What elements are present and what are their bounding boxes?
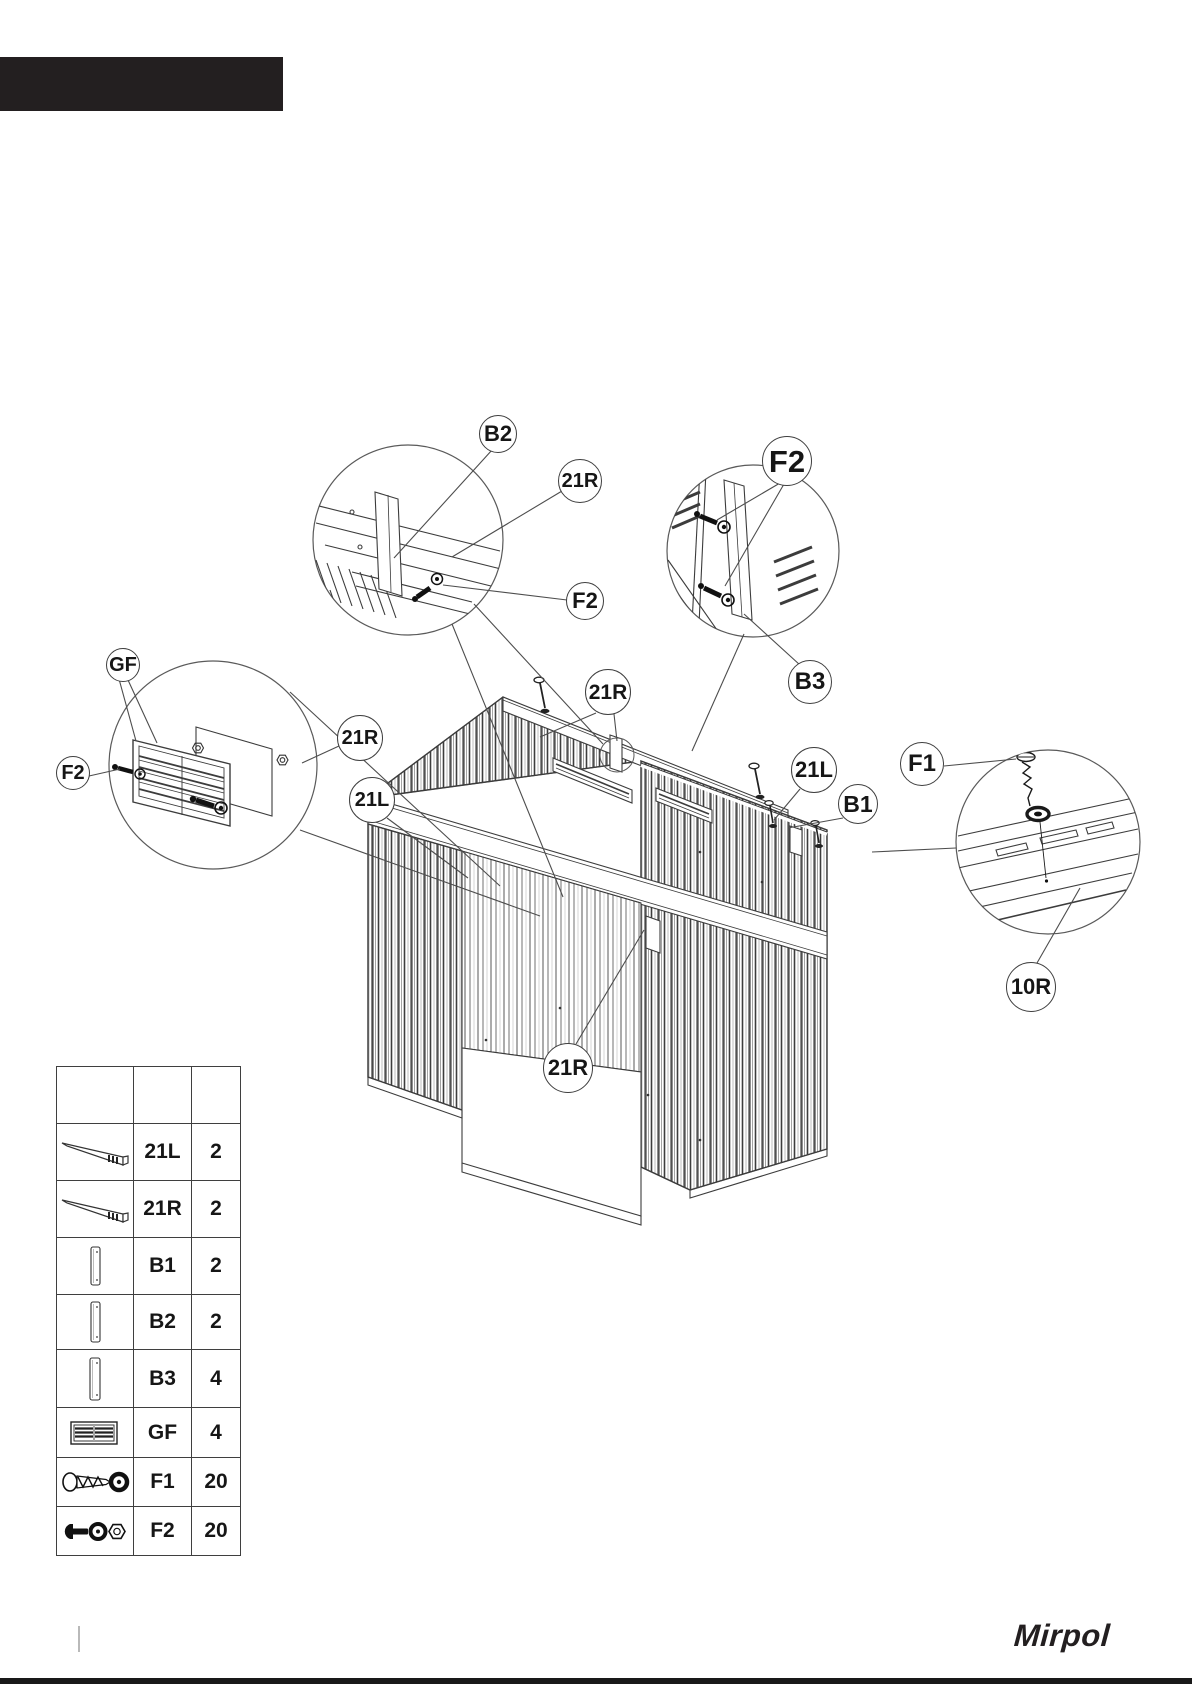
part-row-b1 [57, 1238, 241, 1295]
part-icon-21l [57, 1124, 134, 1181]
part-name: B3 [134, 1350, 192, 1408]
part-qty: 20 [192, 1507, 241, 1556]
part-name: F1 [134, 1458, 192, 1507]
callout-21r-left: 21R [337, 715, 383, 761]
callout-b2: B2 [479, 415, 517, 453]
page-bottom-rule [0, 1678, 1192, 1684]
part-icon-b3 [57, 1350, 134, 1408]
callout-21l-right: 21L [791, 747, 837, 793]
callout-21r-top: 21R [558, 459, 602, 503]
part-row-21r [57, 1181, 241, 1238]
part-name: B1 [134, 1238, 192, 1295]
callout-f2-left: F2 [56, 756, 90, 790]
callout-gf: GF [106, 648, 140, 682]
part-name: B2 [134, 1295, 192, 1350]
shed-drawing [368, 677, 827, 1225]
part-icon-b2 [57, 1295, 134, 1350]
header-part-cell [134, 1067, 192, 1124]
callout-b1: B1 [838, 784, 878, 824]
part-icon-f1 [57, 1458, 134, 1507]
part-row-f2 [57, 1507, 241, 1556]
brand-logo: Mirpol [1012, 1618, 1112, 1653]
part-name: F2 [134, 1507, 192, 1556]
detail-view-b2 [313, 445, 503, 653]
callout-f1: F1 [900, 742, 944, 786]
part-row-gf [57, 1408, 241, 1458]
part-qty: 2 [192, 1181, 241, 1238]
part-icon-b1 [57, 1238, 134, 1295]
parts-table [56, 1066, 241, 1556]
fold-mark [78, 1626, 80, 1652]
detail-view-b3 [662, 463, 839, 646]
part-qty: 2 [192, 1295, 241, 1350]
part-qty: 2 [192, 1124, 241, 1181]
callout-10r: 10R [1006, 962, 1056, 1012]
detail-view-f1 [956, 750, 1140, 934]
callout-f2-topleft: F2 [566, 582, 604, 620]
part-icon-21r [57, 1181, 134, 1238]
header-icon-cell [57, 1067, 134, 1124]
part-row-21l [57, 1124, 241, 1181]
callout-21r-door: 21R [543, 1043, 593, 1093]
callout-b3: B3 [788, 660, 832, 704]
part-qty: 2 [192, 1238, 241, 1295]
callout-f2-big: F2 [762, 436, 812, 486]
part-row-b2 [57, 1295, 241, 1350]
part-qty: 20 [192, 1458, 241, 1507]
part-icon-f2 [57, 1507, 134, 1556]
part-icon-gf [57, 1408, 134, 1458]
part-name: 21L [134, 1124, 192, 1181]
part-row-b3 [57, 1350, 241, 1408]
header-qty-cell [192, 1067, 241, 1124]
part-row-f1 [57, 1458, 241, 1507]
part-name: GF [134, 1408, 192, 1458]
detail-view-gf [109, 661, 317, 869]
callout-21r-ridge: 21R [585, 669, 631, 715]
callout-21l-left: 21L [349, 777, 395, 823]
part-qty: 4 [192, 1408, 241, 1458]
left-wall [368, 824, 462, 1110]
part-name: 21R [134, 1181, 192, 1238]
part-qty: 4 [192, 1350, 241, 1408]
parts-table-header-row [57, 1067, 241, 1124]
